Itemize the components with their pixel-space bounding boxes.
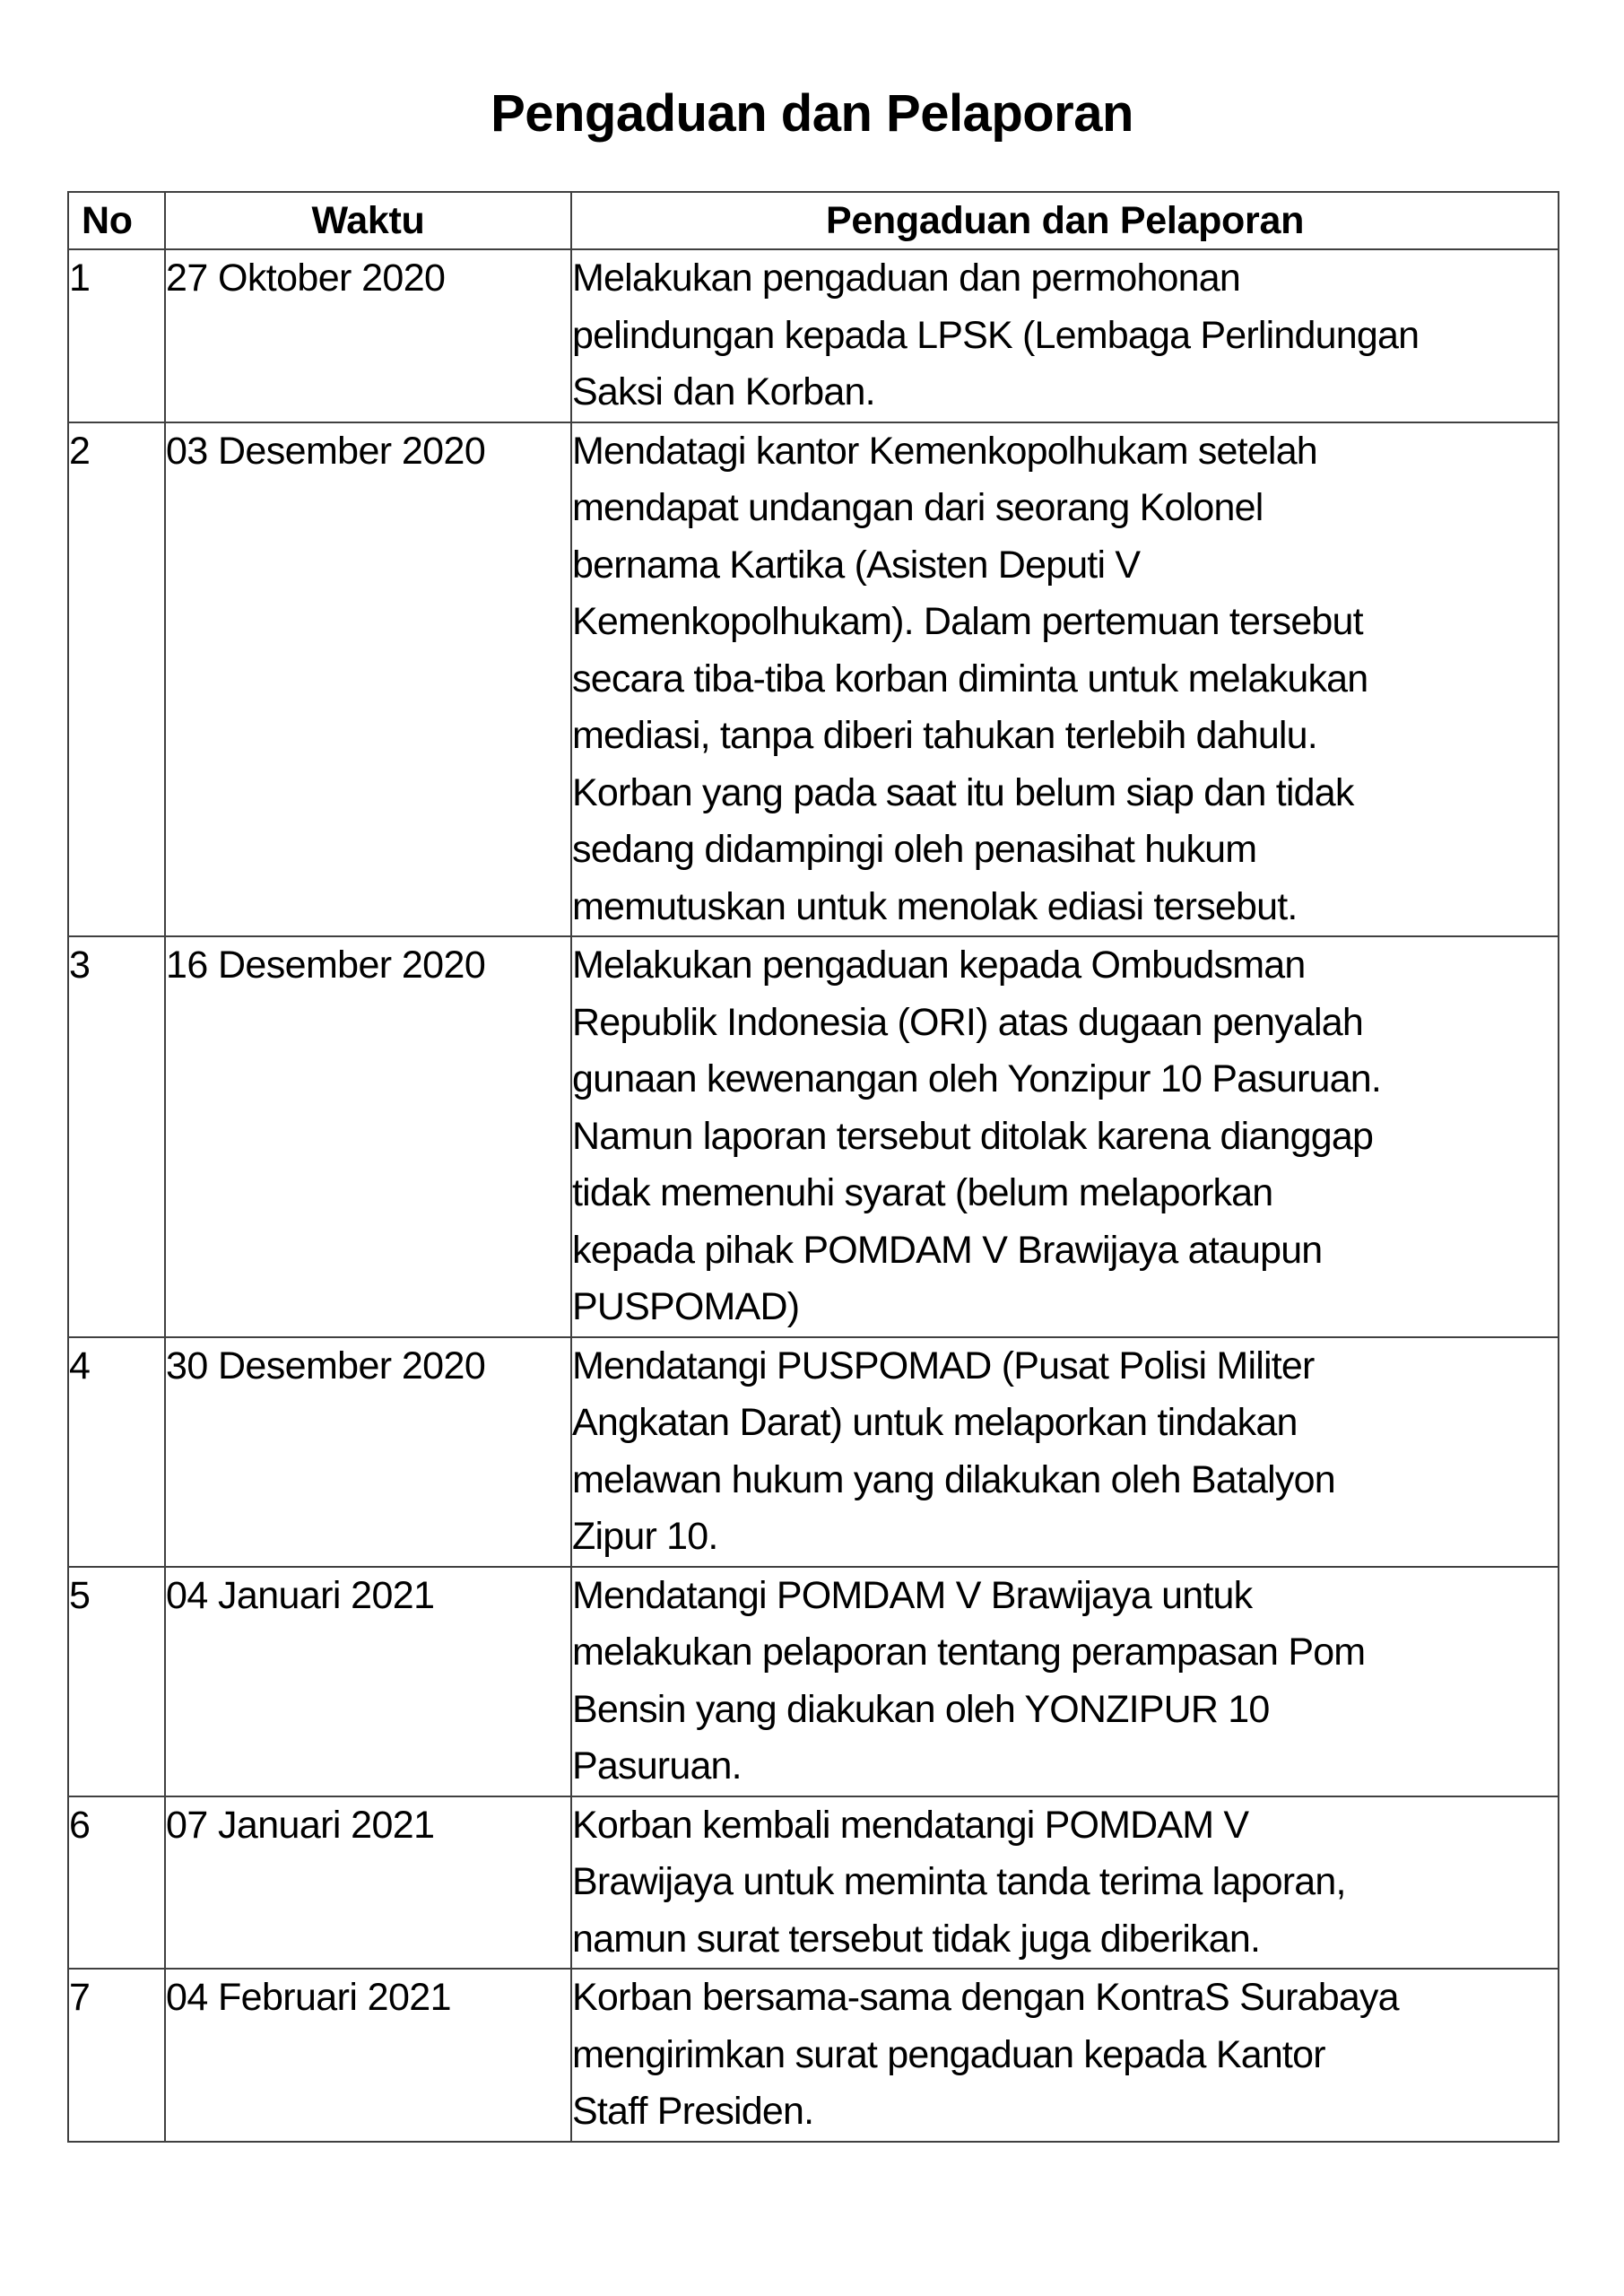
description-line: Korban kembali mendatangi POMDAM V xyxy=(572,1803,1249,1847)
table-body xyxy=(68,249,1559,2142)
description-line: namun surat tersebut tidak juga diberikan. xyxy=(572,1917,1261,1961)
description-line: Melakukan pengaduan kepada Ombudsman xyxy=(572,944,1306,987)
description-line: kepada pihak POMDAM V Brawijaya ataupun xyxy=(572,1228,1323,1272)
description-line: Kemenkopolhukam). Dalam pertemuan tersebut xyxy=(572,600,1363,643)
row-number: 4 xyxy=(68,1337,165,1567)
row-description xyxy=(571,422,1559,937)
description-line: memutuskan untuk menolak ediasi tersebut. xyxy=(572,884,1298,928)
row-description xyxy=(571,1796,1559,1970)
description-line: secara tiba-tiba korban diminta untuk melakukan xyxy=(572,657,1368,700)
description-line: Mendatagi kantor Kemenkopolhukam setelah xyxy=(572,429,1317,473)
description-line: Namun laporan tersebut ditolak karena dianggap xyxy=(572,1114,1374,1158)
description-line: sedang didampingi oleh penasihat hukum xyxy=(572,828,1257,871)
description-line: Mendatangi PUSPOMAD (Pusat Polisi Militer xyxy=(572,1344,1315,1387)
description-line: Saksi dan Korban. xyxy=(572,370,875,413)
description-line: Angkatan Darat) untuk melaporkan tindakan xyxy=(572,1401,1298,1444)
description-line: bernama Kartika (Asisten Deputi V xyxy=(572,543,1141,587)
description-line: mengirimkan surat pengaduan kepada Kantor xyxy=(572,2032,1325,2076)
row-number: 6 xyxy=(68,1796,165,1970)
complaints-table xyxy=(67,191,1559,2143)
row-number: 7 xyxy=(68,1969,165,2142)
row-date: 04 Januari 2021 xyxy=(165,1567,571,1796)
description-line: melawan hukum yang dilakukan oleh Batalyon xyxy=(572,1457,1335,1501)
description-line: PUSPOMAD) xyxy=(572,1285,800,1328)
description-line: Pasuruan. xyxy=(572,1744,742,1787)
description-line: Brawijaya untuk meminta tanda terima laporan, xyxy=(572,1860,1346,1903)
table-row xyxy=(68,1969,1559,2142)
table-header-row xyxy=(68,192,1559,249)
row-description xyxy=(571,936,1559,1337)
description-line: pelindungan kepada LPSK (Lembaga Perlindungan xyxy=(572,313,1420,357)
description-line: melakukan pelaporan tentang perampasan Pom xyxy=(572,1631,1366,1674)
row-number: 5 xyxy=(68,1567,165,1796)
description-line: Korban bersama-sama dengan KontraS Surabaya xyxy=(572,1976,1399,2019)
description-line: Mendatangi POMDAM V Brawijaya untuk xyxy=(572,1573,1253,1617)
row-number: 1 xyxy=(68,249,165,422)
description-line: mediasi, tanpa diberi tahukan terlebih dahulu. xyxy=(572,714,1317,757)
description-line: Melakukan pengaduan dan permohonan xyxy=(572,257,1241,300)
row-date: 07 Januari 2021 xyxy=(165,1796,571,1970)
description-line: mendapat undangan dari seorang Kolonel xyxy=(572,486,1264,529)
description-line: tidak memenuhi syarat (belum melaporkan xyxy=(572,1171,1273,1214)
description-line: Staff Presiden. xyxy=(572,2090,814,2133)
row-date: 16 Desember 2020 xyxy=(165,936,571,1337)
table-row xyxy=(68,1567,1559,1796)
table-row xyxy=(68,249,1559,422)
row-description xyxy=(571,1969,1559,2142)
description-line: Bensin yang diakukan oleh YONZIPUR 10 xyxy=(572,1687,1270,1731)
row-date: 27 Oktober 2020 xyxy=(165,249,571,422)
row-date: 04 Februari 2021 xyxy=(165,1969,571,2142)
row-description xyxy=(571,1337,1559,1567)
table-row xyxy=(68,936,1559,1337)
description-line: Republik Indonesia (ORI) atas dugaan penyalah xyxy=(572,1000,1363,1044)
table-row xyxy=(68,1796,1559,1970)
row-date: 03 Desember 2020 xyxy=(165,422,571,937)
row-number: 3 xyxy=(68,936,165,1337)
row-date: 30 Desember 2020 xyxy=(165,1337,571,1567)
row-number: 2 xyxy=(68,422,165,937)
header-date: Waktu xyxy=(165,192,571,249)
document-title: Pengaduan dan Pelaporan xyxy=(491,84,1133,143)
header-description: Pengaduan dan Pelaporan xyxy=(571,192,1559,249)
table-row xyxy=(68,1337,1559,1567)
row-description xyxy=(571,1567,1559,1796)
table-row xyxy=(68,422,1559,937)
row-description xyxy=(571,249,1559,422)
header-no: No xyxy=(68,192,165,249)
description-line: Korban yang pada saat itu belum siap dan tidak xyxy=(572,770,1354,814)
description-line: Zipur 10. xyxy=(572,1515,718,1558)
description-line: gunaan kewenangan oleh Yonzipur 10 Pasuruan. xyxy=(572,1057,1382,1100)
